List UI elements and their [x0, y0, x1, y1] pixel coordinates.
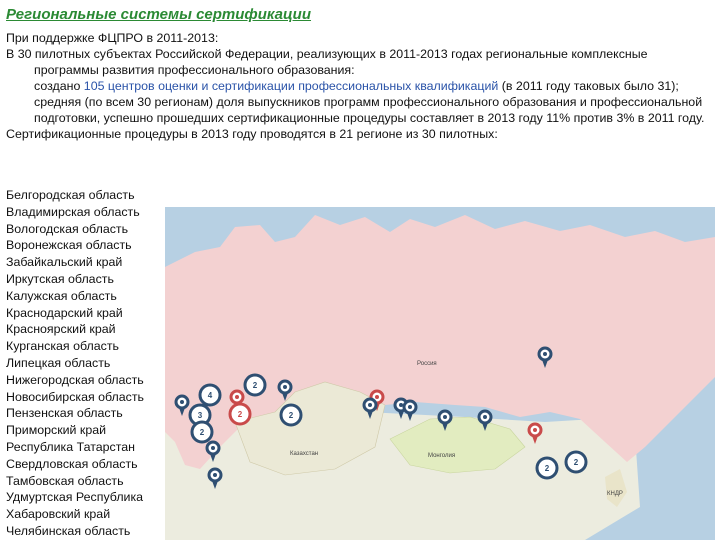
graduates-paragraph: средняя (по всем 30 регионам) доля выпускников программ профессионального образования и профессиональной подготовки, успешно прошедших сертификационные процедуры составляет в 2013 году 11% против 3% в 2011 году.: [34, 95, 705, 125]
map-pin-icon[interactable]: [200, 385, 220, 405]
list-item: Воронежская область: [6, 238, 132, 253]
list-item: Челябинская область: [6, 523, 131, 538]
map-pin-count: 3: [197, 411, 203, 420]
list-item: Республика Татарстан: [6, 439, 135, 454]
map-pin-count: 4: [207, 391, 213, 400]
map-pin-count: 2: [573, 458, 579, 467]
list-item: Новосибирская область: [6, 389, 145, 404]
map-label-kazakhstan: Казахстан: [290, 451, 319, 457]
list-item: Приморский край: [6, 423, 107, 438]
russia-map[interactable]: [165, 207, 715, 540]
list-item: Забайкальский край: [6, 255, 123, 270]
list-item: Удмуртская Республика: [6, 490, 144, 505]
list-item: Иркутская область: [6, 271, 114, 286]
list-item: Красноярский край: [6, 322, 116, 337]
map-pin-icon[interactable]: [192, 422, 212, 442]
map-pin-icon[interactable]: [537, 458, 557, 478]
map-label-kndr: КНДР: [607, 491, 623, 497]
intro-line: При поддержке ФЦПРО в 2011-2013:: [6, 31, 219, 45]
page-title: Региональные системы сертификации: [6, 6, 312, 23]
centers-text-end: (в 2011 году таковых было 31);: [498, 79, 679, 93]
centers-text-start: создано: [34, 79, 84, 93]
list-item: Белгородская область: [6, 188, 135, 202]
centers-highlight: 105 центров оценки и сертификации профессиональных квалификаций: [83, 79, 499, 93]
map-pin-icon[interactable]: [245, 375, 265, 395]
certification-regions-line: Сертификационные процедуры в 2013 году проводятся в 21 регионе из 30 пилотных:: [6, 127, 498, 141]
map-pin-icon[interactable]: [281, 405, 301, 425]
map-label-mongolia: Монголия: [428, 453, 456, 459]
map-pin-icon[interactable]: [230, 404, 250, 424]
list-item: Вологодская область: [6, 221, 129, 236]
list-item: Краснодарский край: [6, 305, 123, 320]
description-text: [6, 30, 714, 142]
list-item: Хабаровский край: [6, 507, 111, 522]
list-item: Свердловская область: [6, 456, 138, 471]
map-pin-count: 2: [288, 411, 294, 420]
map-pin-count: 2: [544, 464, 550, 473]
list-item: Нижегородская область: [6, 372, 144, 387]
map-canvas: [165, 207, 715, 540]
map-label-russia: Россия: [417, 361, 437, 367]
list-item: Владимирская область: [6, 204, 140, 219]
centers-paragraph: [6, 78, 714, 94]
list-item: Калужская область: [6, 288, 117, 303]
map-pin-count: 2: [252, 381, 258, 390]
pilot-regions-paragraph: В 30 пилотных субъектах Российской Федерации, реализующих в 2011-2013 годах региональные комплексные программы развития профессионального образования:: [6, 47, 648, 77]
map-pin-count: 2: [237, 410, 243, 419]
list-item: Липецкая область: [6, 355, 111, 370]
region-list: [6, 187, 176, 540]
list-item: Тамбовская область: [6, 473, 124, 488]
map-pin-icon[interactable]: [566, 452, 586, 472]
list-item: Пензенская область: [6, 406, 123, 421]
list-item: Курганская область: [6, 339, 119, 354]
map-pin-count: 2: [199, 428, 205, 437]
